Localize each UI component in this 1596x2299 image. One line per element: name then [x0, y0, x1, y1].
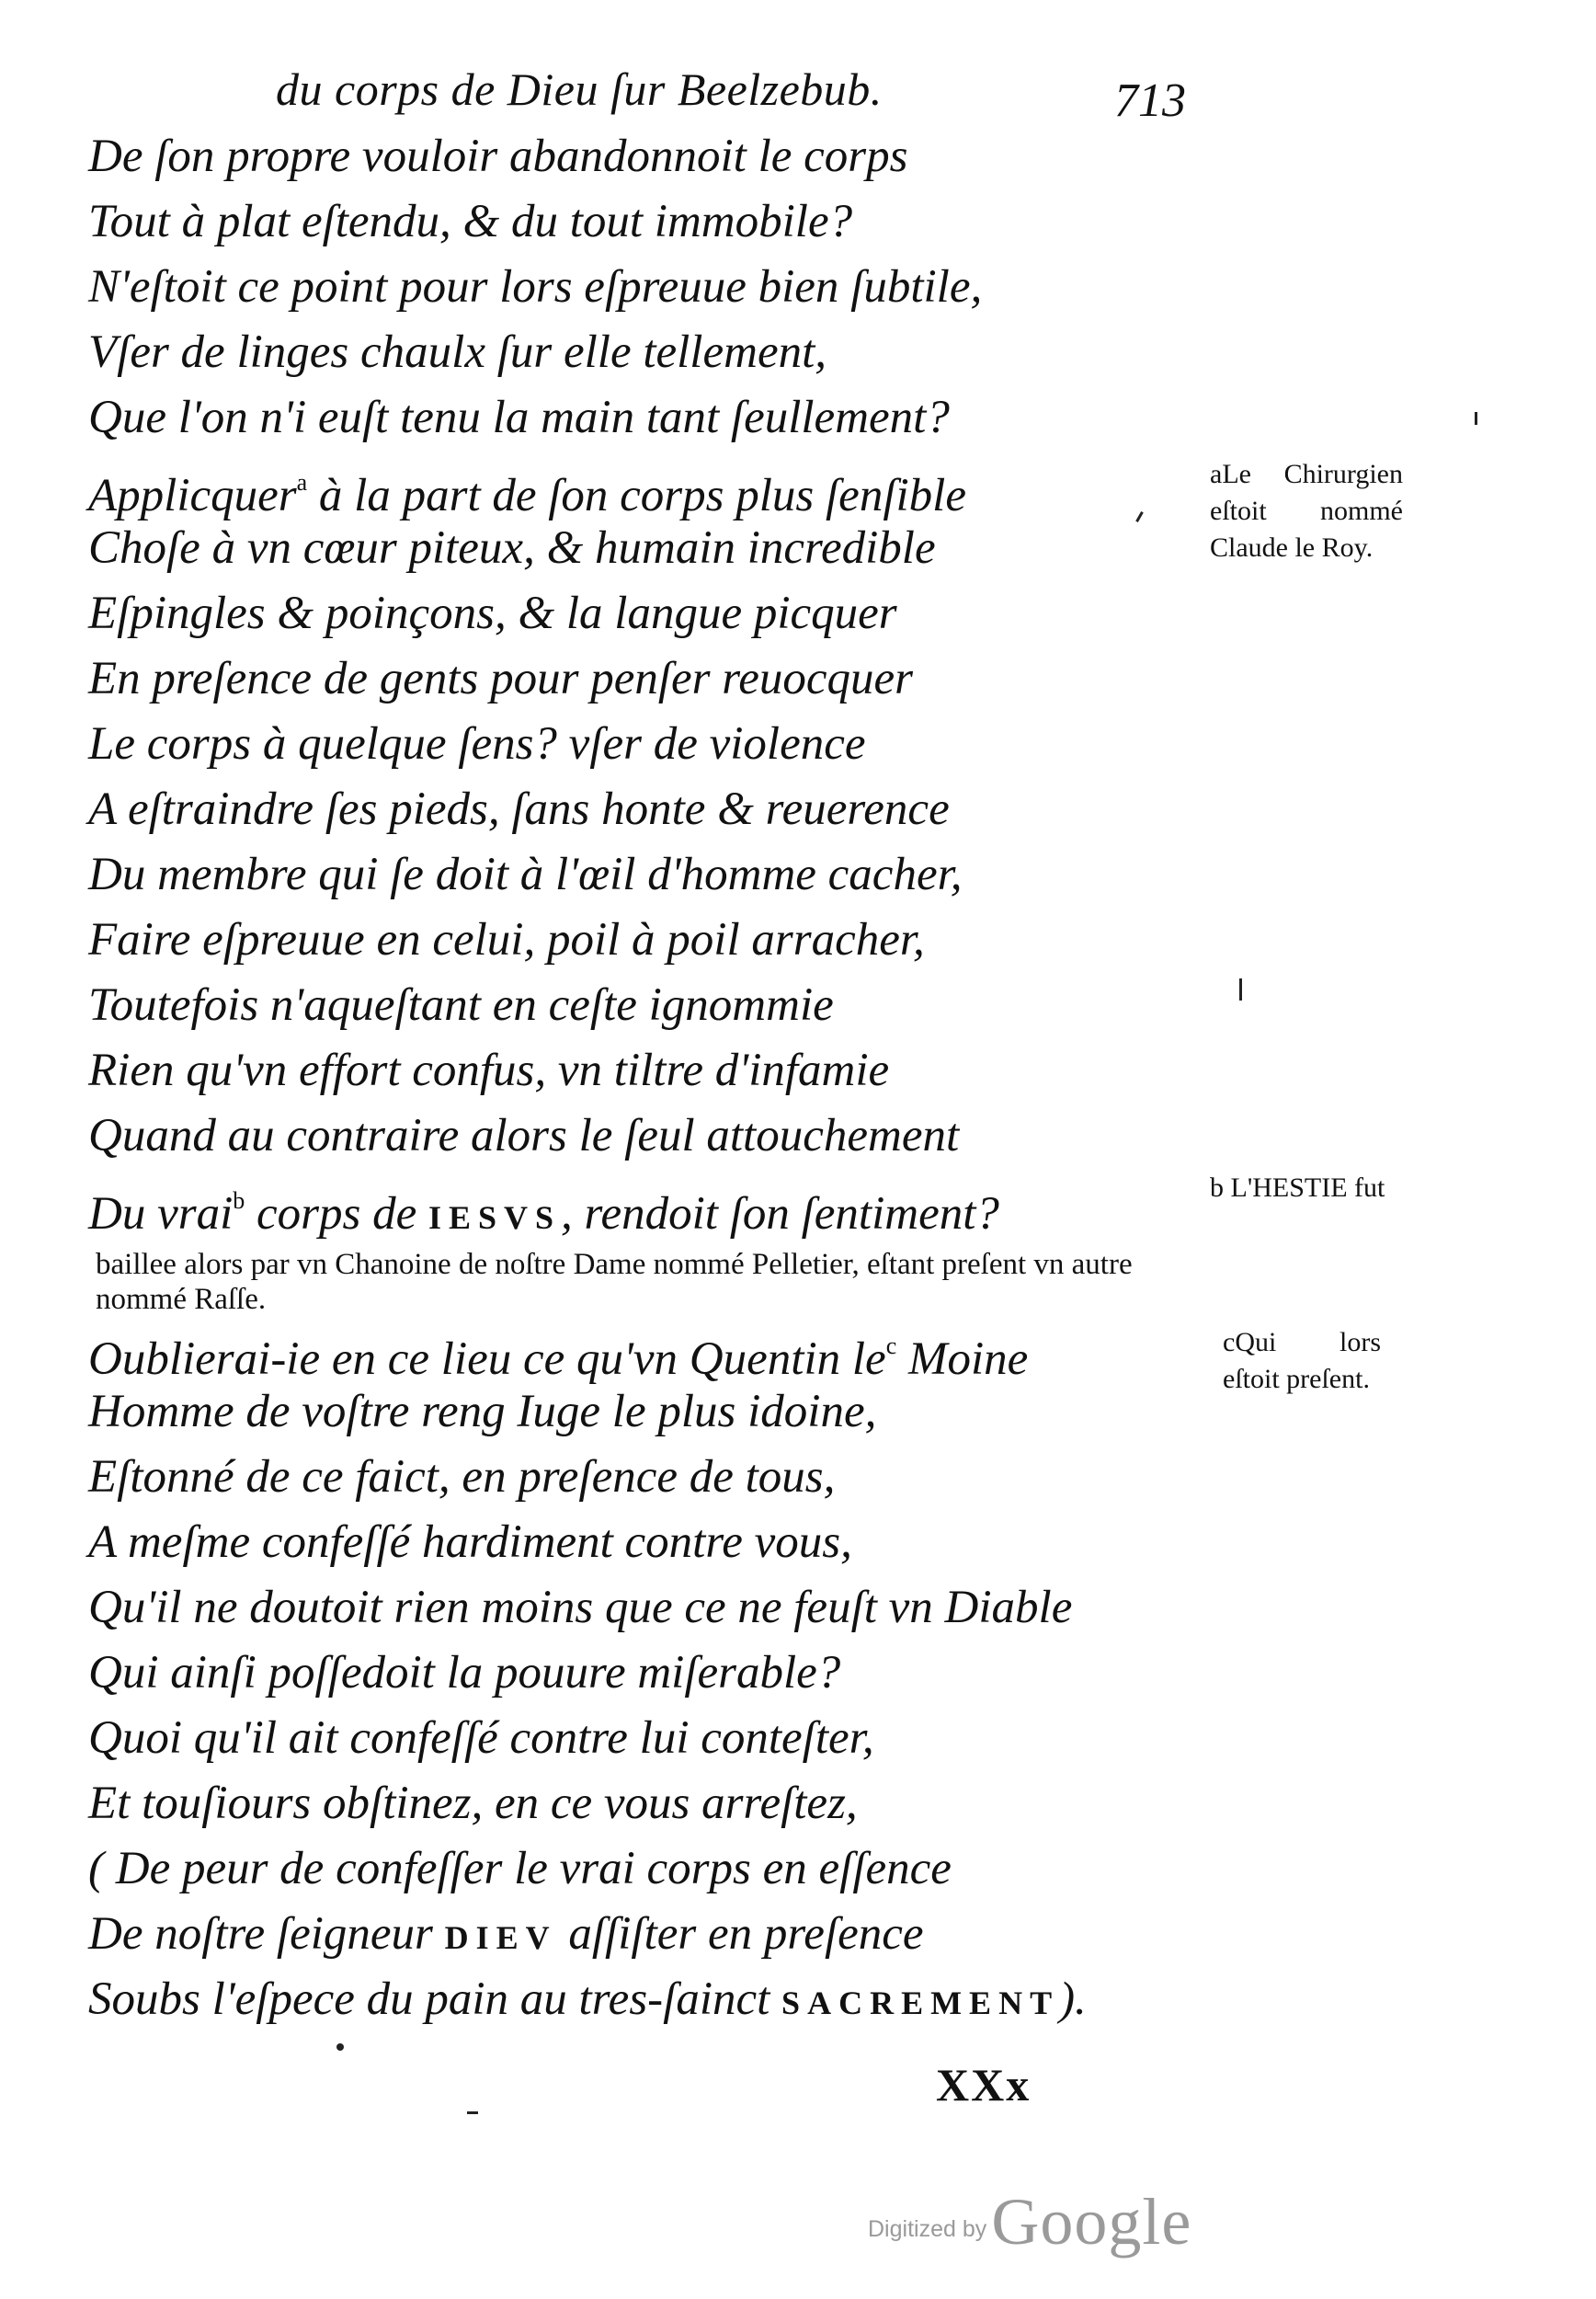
verse-text: à la part de ſon corps plus ſenſible [307, 470, 966, 521]
verse-line: Eſpingles & poinçons, & la langue picquer [88, 588, 897, 639]
verse-line: Du membre qui ſe doit à l'œil d'homme cacher, [88, 849, 963, 900]
verse-text: Moine [896, 1333, 1029, 1385]
margin-note-b: b L'HESTIE fut [1210, 1172, 1385, 1203]
verse-line: N'eſtoit ce point pour lors eſpreuue bien ſubtile, [88, 261, 983, 313]
verse-text: Applicquer [88, 470, 297, 521]
name-sacrement: SACREMENT [781, 1984, 1060, 2021]
verse-text: Soubs l'eſpece du pain au tres-ſainct [88, 1973, 782, 2025]
name-iesvs: IESVS [428, 1199, 562, 1236]
verse-text: De noſtre ſeigneur [88, 1908, 445, 1960]
verse-line: De ſon propre vouloir abandonnoit le corps [88, 131, 908, 182]
scan-speck [1135, 511, 1144, 522]
margin-note-c: cQui lors eſtoit preſent. [1223, 1327, 1381, 1394]
verse-line: Toutefois n'aqueſtant en ceſte ignommie [88, 979, 834, 1031]
footnote-marker-b: b [233, 1187, 245, 1214]
footnote-marker-a: a [296, 469, 308, 496]
verse-line: A eſtraindre ſes pieds, ſans honte & reuerence [88, 783, 950, 835]
verse-line: Quoi qu'il ait confeſſé contre lui conteſter, [88, 1712, 874, 1764]
verse-text: corps de [245, 1188, 428, 1240]
name-dieu: DIEV [444, 1919, 557, 1956]
note-continuation-line: nommé Raſſe. [96, 1283, 267, 1316]
verse-text: aſſiſter en preſence [556, 1908, 924, 1960]
margin-note-a: aLe Chirurgien eſtoit nommé Claude le Roy. [1210, 459, 1403, 563]
verse-line: A meſme confeſſé hardiment contre vous, [88, 1516, 852, 1568]
verse-text: Oublierai-ie en ce lieu ce qu'vn Quentin le [88, 1333, 886, 1385]
scan-speck [336, 2043, 344, 2051]
scan-speck [1475, 412, 1477, 425]
verse-line: En preſence de gents pour penſer reuocquer [88, 653, 913, 704]
verse-line: Quand au contraire alors le ſeul attouchement [88, 1110, 960, 1161]
verse-line: Homme de voſtre reng Iuge le plus idoine, [88, 1386, 877, 1437]
watermark-prefix: Digitized by [868, 2216, 987, 2242]
verse-line: Choſe à vn cœur piteux, & humain incredible [88, 522, 936, 574]
verse-line: Faire eſpreuue en celui, poil à poil arracher, [88, 914, 925, 966]
verse-line: Que l'on n'i euſt tenu la main tant ſeullement? [88, 392, 950, 443]
digitized-watermark [868, 2184, 1191, 2260]
verse-line: Qui ainſi poſſedoit la pouure miſerable? [88, 1647, 841, 1699]
signature-mark: XXx [936, 2059, 1032, 2110]
verse-line: Rien qu'vn effort confus, vn tiltre d'infamie [88, 1045, 890, 1096]
footnote-marker-c: c [885, 1333, 897, 1359]
verse-line-du-vrai [88, 1173, 999, 1245]
scan-speck [1239, 978, 1242, 1001]
verse-line-applicquer [88, 455, 966, 523]
verse-line-oublierai [88, 1319, 1028, 1387]
verse-line: Eſtonné de ce faict, en preſence de tous, [88, 1451, 836, 1503]
verse-line-sacrement [88, 1972, 1087, 2030]
note-continuation-line: baillee alors par vn Chanoine de noſtre Dame nommé Pelletier, eſtant preſent vn autre [96, 1248, 1133, 1281]
scan-speck [467, 2111, 478, 2114]
verse-text: , rendoit ſon ſentiment? [561, 1188, 999, 1240]
verse-line: Le corps à quelque ſens? vſer de violence [88, 718, 866, 770]
verse-line: Vſer de linges chaulx ſur elle tellement, [88, 326, 827, 378]
verse-line: Tout à plat eſtendu, & du tout immobile? [88, 196, 853, 247]
verse-text: Du vrai [88, 1188, 234, 1240]
verse-line: Qu'il ne doutoit rien moins que ce ne feuſt vn Diable [88, 1582, 1073, 1633]
verse-text: ). [1059, 1973, 1087, 2025]
running-head: du corps de Dieu ſur Beelzebub. [276, 63, 883, 115]
verse-line: ( De peur de confeſſer le vrai corps en eſſence [88, 1843, 952, 1894]
verse-line-dieu [88, 1906, 924, 1965]
page-number: 713 [1114, 74, 1186, 127]
google-logo: Google [991, 2185, 1192, 2259]
verse-line: Et touſiours obſtinez, en ce vous arreſtez, [88, 1778, 858, 1829]
